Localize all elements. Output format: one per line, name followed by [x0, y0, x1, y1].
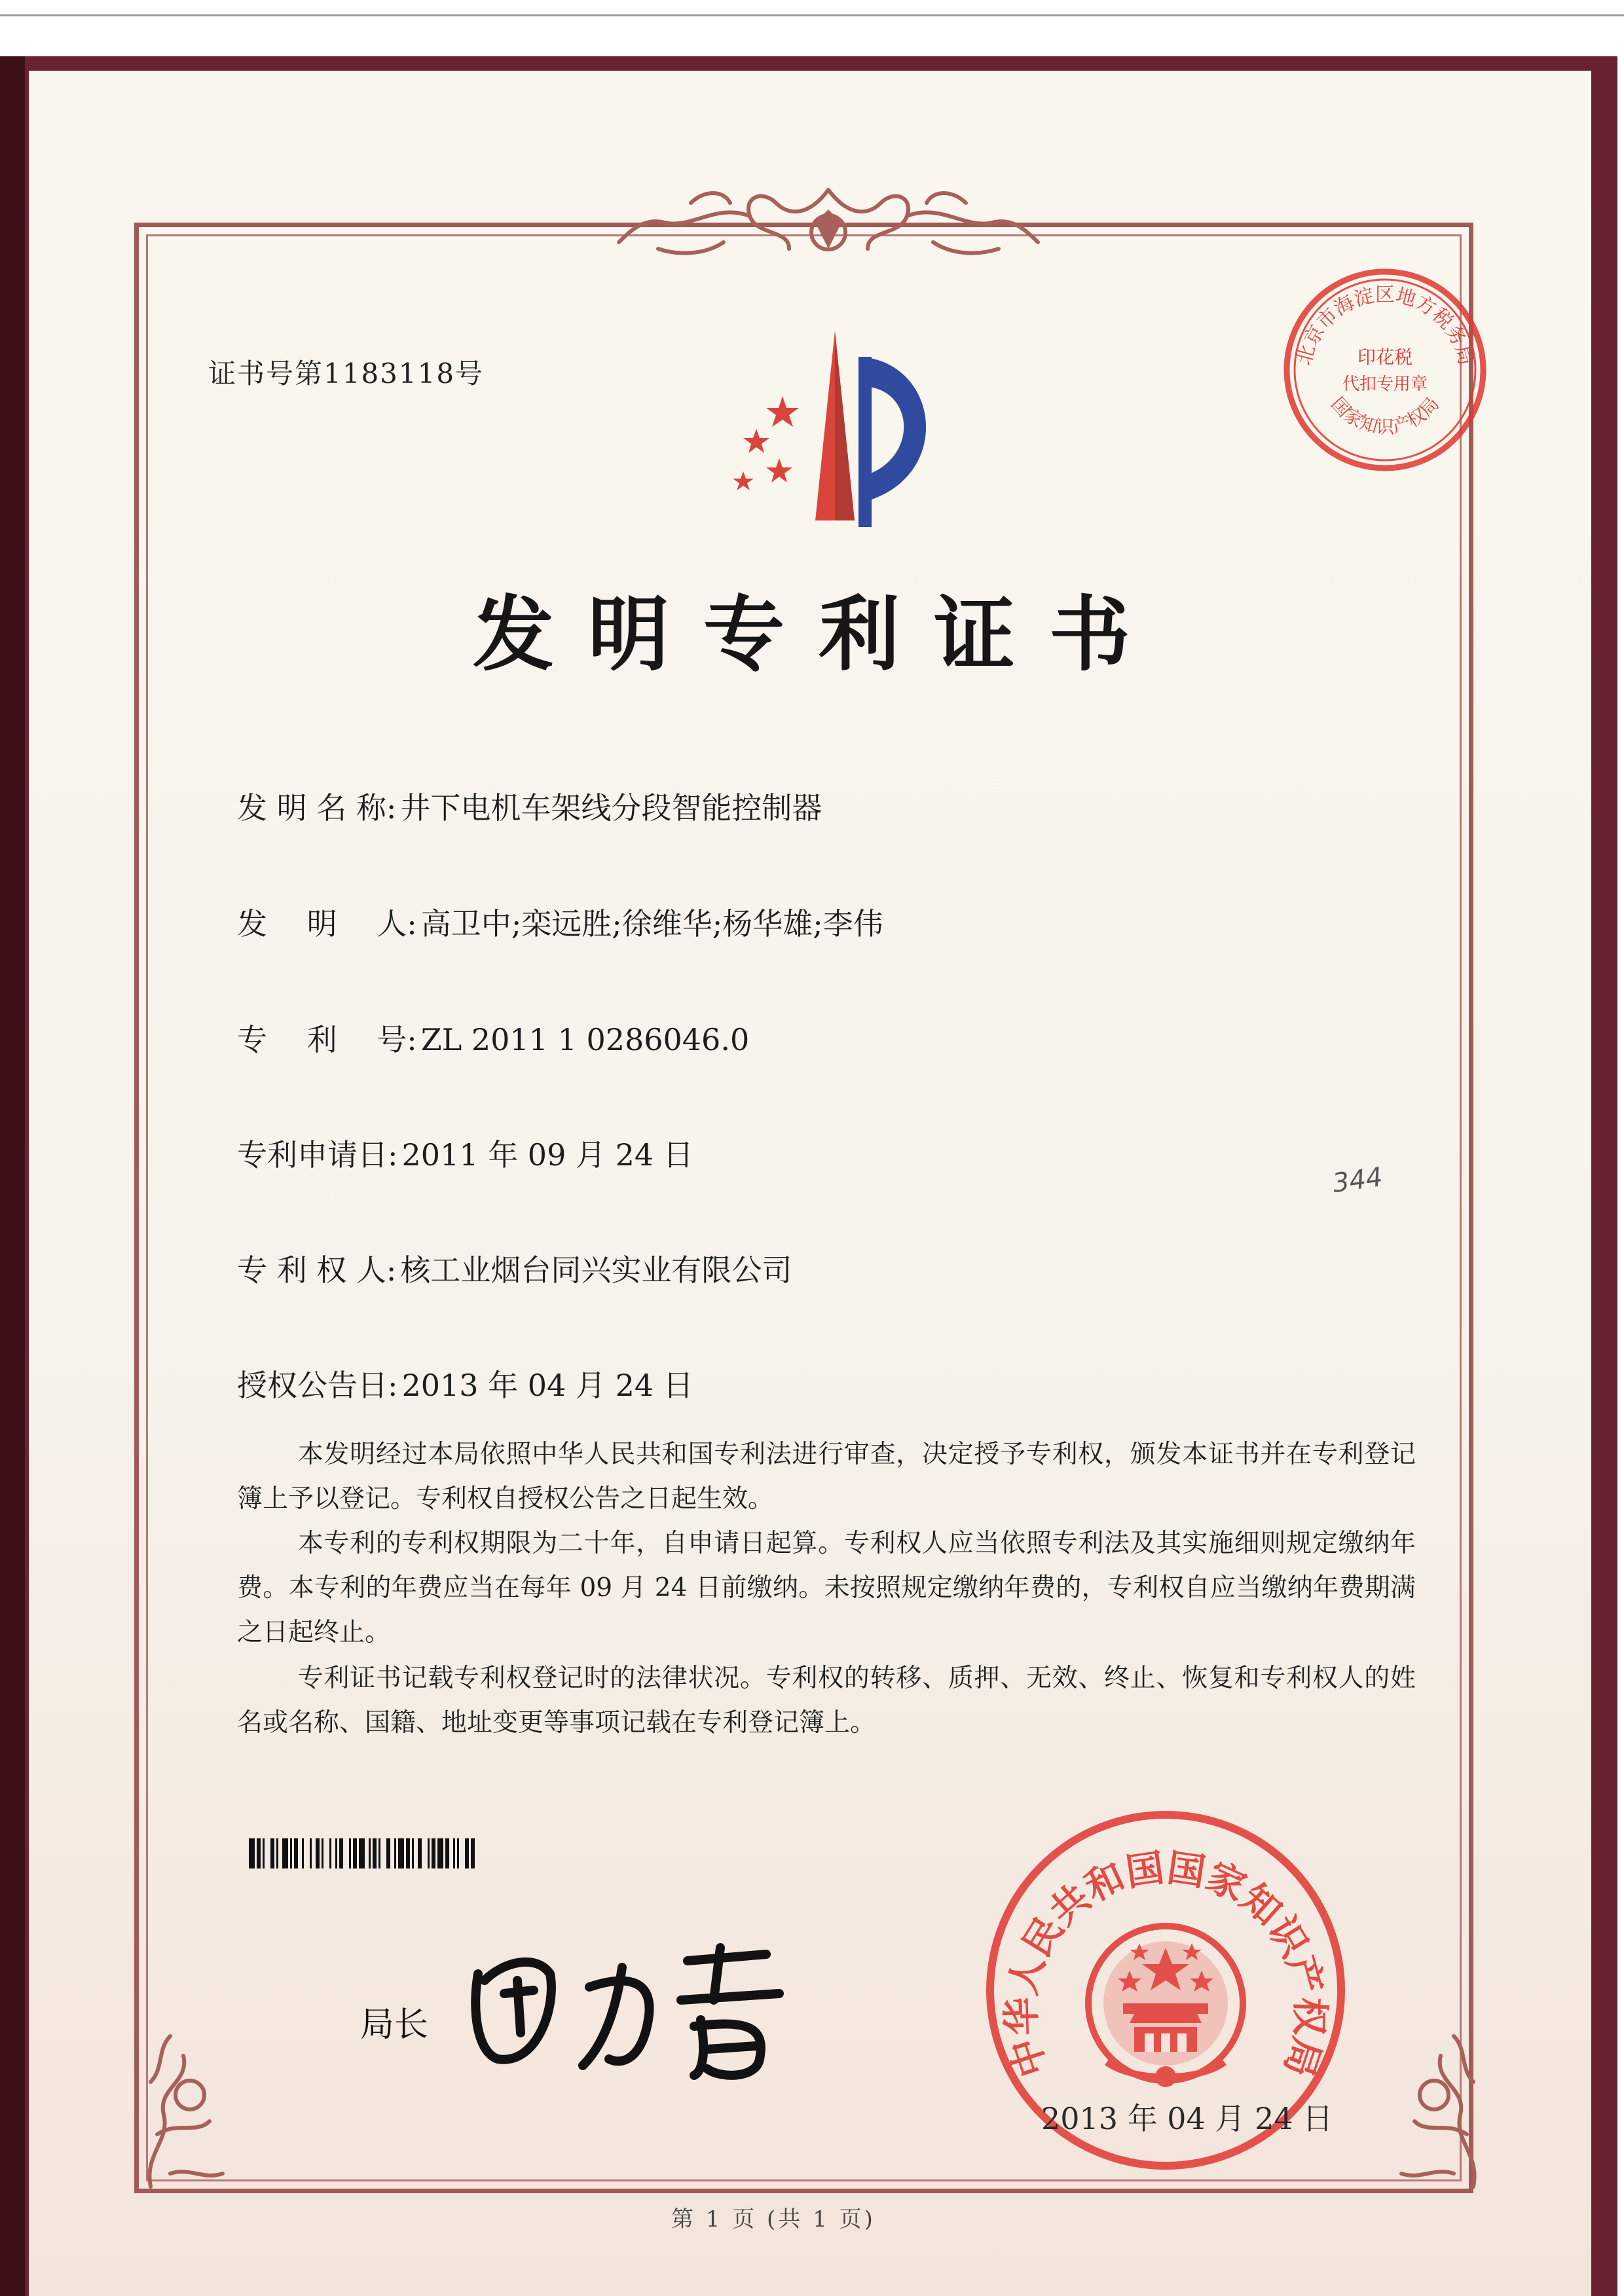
- barcode-stripe: [398, 1838, 404, 1868]
- body-paragraph-2: [237, 1522, 1416, 1655]
- page-title: 发明专利证书: [472, 587, 1164, 682]
- national-emblem: [1088, 1926, 1243, 2087]
- tax-stamp-center-1: 印花税: [1357, 346, 1413, 368]
- value-invention-name: 井下电机车架线分段智能控制器: [400, 790, 822, 826]
- value-inventor: 高卫中;栾远胜;徐维华;杨华雄;李伟: [420, 906, 883, 941]
- corner-ornament-right: [1362, 2023, 1493, 2193]
- body-paragraph-3-text: 专利证书记载专利权登记时的法律状况。专利权的转移、质押、无效、终止、恢复和专利权人的姓名或名称、国籍、地址变更等事项记载在专利登记簿上。: [237, 1664, 1416, 1738]
- barcode-stripe: [422, 1838, 428, 1868]
- body-paragraph-2-text: 本专利的专利权期限为二十年，自申请日起算。专利权人应当依照专利法及其实施细则规定缴纳年费。本专利的年费应当在每年 09 月 24 日前缴纳。未按照规定缴纳年费的，专利权自应当缴纳年费期满之日起终止。: [237, 1529, 1416, 1647]
- barcode-stripe: [380, 1838, 386, 1868]
- handwritten-annotation: 344: [1331, 1161, 1385, 1199]
- barcode-stripe: [282, 1838, 288, 1868]
- director-label: 局长: [360, 2005, 429, 2045]
- label-inventor: 发 明 人:: [237, 906, 417, 941]
- issue-date: 2013 年 04 月 24 日: [1041, 2101, 1333, 2136]
- label-application-date: 专利申请日:: [237, 1137, 398, 1173]
- field-patent-number: [237, 1016, 749, 1059]
- certificate-number: 证书号第1183118号: [208, 357, 485, 390]
- value-patentee: 核工业烟台同兴实业有限公司: [400, 1252, 792, 1288]
- field-grant-date: [237, 1362, 693, 1405]
- tax-stamp: [1280, 265, 1490, 475]
- value-patent-number: ZL 2011 1 0286046.0: [420, 1022, 750, 1057]
- barcode-stripe: [475, 1838, 477, 1868]
- tax-stamp-ring-text: 北京市海淀区地方税务局: [1293, 283, 1477, 368]
- top-ornament: [593, 177, 1064, 268]
- page-number: 第 1 页 (共 1 页): [671, 2206, 876, 2232]
- label-patent-number: 专 利 号:: [237, 1022, 417, 1057]
- field-patentee: [237, 1247, 792, 1290]
- cover-spine: [0, 56, 25, 2296]
- official-seal-ring-text: 中华人民共和国国家知识产权局: [999, 1845, 1333, 2083]
- director-signature: [458, 1928, 799, 2085]
- barcode-stripe: [304, 1838, 310, 1868]
- tax-stamp-bottom-text: 国家知识产权局: [1326, 393, 1444, 438]
- barcode: [249, 1838, 655, 1868]
- patent-office-logo: [704, 324, 966, 534]
- barcode-stripe: [323, 1838, 329, 1868]
- body-paragraph-1-text: 本发明经过本局依照中华人民共和国专利法进行审查，决定授予专利权，颁发本证书并在专利登记簿上予以登记。专利权自授权公告之日起生效。: [237, 1440, 1416, 1514]
- field-inventor: [237, 900, 883, 943]
- body-paragraph-1: [237, 1432, 1416, 1522]
- body-paragraph-3: [237, 1656, 1416, 1745]
- barcode-stripe: [343, 1838, 349, 1868]
- value-application-date: 2011 年 09 月 24 日: [401, 1137, 693, 1173]
- corner-ornament-left: [131, 2023, 262, 2193]
- barcode-stripe: [459, 1838, 465, 1868]
- label-invention-name: 发 明 名 称:: [237, 790, 397, 826]
- barcode-stripe: [265, 1838, 270, 1868]
- scan-edge: [0, 0, 1624, 16]
- barcode-stripe: [249, 1838, 255, 1868]
- barcode-stripe: [437, 1838, 443, 1868]
- barcode-stripe: [359, 1838, 365, 1868]
- tax-stamp-center-2: 代扣专用章: [1342, 374, 1428, 394]
- value-grant-date: 2013 年 04 月 24 日: [401, 1368, 693, 1403]
- field-invention-name: [237, 784, 822, 828]
- field-application-date: [237, 1131, 693, 1175]
- label-grant-date: 授权公告日:: [237, 1368, 398, 1403]
- label-patentee: 专 利 权 人:: [237, 1252, 397, 1288]
- svg-text:国家知识产权局: [1327, 393, 1443, 437]
